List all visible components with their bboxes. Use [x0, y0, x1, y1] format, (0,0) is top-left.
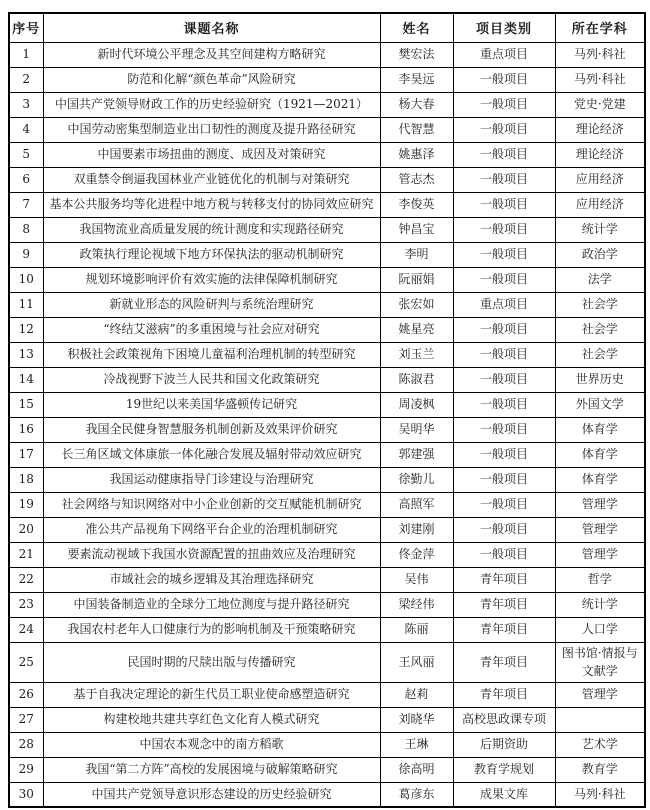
cell-category: 成果文库	[453, 782, 555, 807]
cell-category: 一般项目	[453, 392, 555, 417]
table-row	[9, 317, 645, 342]
cell-name: 钟昌宝	[380, 217, 453, 242]
cell-index: 28	[9, 732, 43, 757]
cell-category: 青年项目	[453, 682, 555, 707]
cell-name: 梁经伟	[380, 592, 453, 617]
cell-index: 13	[9, 342, 43, 367]
table-row	[9, 642, 645, 682]
cell-title: 规划环境影响评价有效实施的法律保障机制研究	[43, 267, 380, 292]
cell-name: 吴明华	[380, 417, 453, 442]
cell-name: 佟金萍	[380, 542, 453, 567]
cell-title: 要素流动视域下我国水资源配置的扭曲效应及治理研究	[43, 542, 380, 567]
table-row	[9, 42, 645, 67]
cell-discipline: 社会学	[555, 317, 645, 342]
cell-title: 构建校地共建共享红色文化育人模式研究	[43, 707, 380, 732]
cell-name: 徐高明	[380, 757, 453, 782]
cell-discipline	[555, 707, 645, 732]
cell-category: 一般项目	[453, 217, 555, 242]
cell-title: 双重禁令倒逼我国林业产业链优化的机制与对策研究	[43, 167, 380, 192]
cell-index: 14	[9, 367, 43, 392]
cell-category: 后期资助	[453, 732, 555, 757]
cell-index: 12	[9, 317, 43, 342]
header-name: 姓名	[380, 13, 453, 42]
cell-name: 代智慧	[380, 117, 453, 142]
cell-index: 11	[9, 292, 43, 317]
cell-name: 管志杰	[380, 167, 453, 192]
cell-title: 我国“第二方阵”高校的发展困境与破解策略研究	[43, 757, 380, 782]
cell-discipline: 管理学	[555, 517, 645, 542]
table-row	[9, 782, 645, 807]
header-discipline: 所在学科	[555, 13, 645, 42]
cell-category: 青年项目	[453, 567, 555, 592]
cell-category: 一般项目	[453, 517, 555, 542]
table-row	[9, 467, 645, 492]
cell-index: 6	[9, 167, 43, 192]
cell-discipline: 政治学	[555, 242, 645, 267]
cell-category: 一般项目	[453, 92, 555, 117]
cell-name: 葛彦东	[380, 782, 453, 807]
cell-category: 一般项目	[453, 192, 555, 217]
cell-title: 中国农本观念中的南方稻歌	[43, 732, 380, 757]
cell-title: 我国运动健康指导门诊建设与治理研究	[43, 467, 380, 492]
cell-name: 陈淑君	[380, 367, 453, 392]
cell-discipline: 管理学	[555, 492, 645, 517]
cell-index: 18	[9, 467, 43, 492]
cell-category: 一般项目	[453, 367, 555, 392]
table-row	[9, 292, 645, 317]
research-project-table	[8, 12, 646, 808]
cell-index: 4	[9, 117, 43, 142]
cell-index: 29	[9, 757, 43, 782]
cell-category: 一般项目	[453, 442, 555, 467]
cell-name: 阮丽娟	[380, 267, 453, 292]
cell-discipline: 人口学	[555, 617, 645, 642]
cell-discipline: 体育学	[555, 417, 645, 442]
cell-name: 李明	[380, 242, 453, 267]
cell-index: 8	[9, 217, 43, 242]
table-row	[9, 67, 645, 92]
cell-discipline: 理论经济	[555, 117, 645, 142]
cell-category: 一般项目	[453, 267, 555, 292]
cell-discipline: 党史·党建	[555, 92, 645, 117]
cell-index: 5	[9, 142, 43, 167]
cell-name: 李昊远	[380, 67, 453, 92]
cell-discipline: 体育学	[555, 442, 645, 467]
cell-name: 杨大春	[380, 92, 453, 117]
table-row	[9, 617, 645, 642]
table-body	[9, 42, 645, 807]
cell-category: 一般项目	[453, 542, 555, 567]
cell-category: 一般项目	[453, 342, 555, 367]
cell-category: 一般项目	[453, 417, 555, 442]
cell-index: 1	[9, 42, 43, 67]
cell-title: 长三角区域文体康旅一体化融合发展及辐射带动效应研究	[43, 442, 380, 467]
cell-index: 21	[9, 542, 43, 567]
cell-name: 姚惠泽	[380, 142, 453, 167]
header-index: 序号	[9, 13, 43, 42]
cell-title: 市域社会的城乡逻辑及其治理选择研究	[43, 567, 380, 592]
cell-name: 刘建刚	[380, 517, 453, 542]
cell-name: 张宏如	[380, 292, 453, 317]
cell-index: 10	[9, 267, 43, 292]
table-row	[9, 217, 645, 242]
cell-index: 20	[9, 517, 43, 542]
cell-name: 刘玉兰	[380, 342, 453, 367]
cell-title: 19世纪以来美国华盛顿传记研究	[43, 392, 380, 417]
cell-category: 高校思政课专项	[453, 707, 555, 732]
cell-category: 一般项目	[453, 317, 555, 342]
cell-discipline: 马列·科社	[555, 782, 645, 807]
cell-title: 基于自我决定理论的新生代员工职业使命感塑造研究	[43, 682, 380, 707]
cell-index: 16	[9, 417, 43, 442]
header-row	[9, 13, 645, 42]
cell-index: 25	[9, 642, 43, 682]
table-row	[9, 117, 645, 142]
table-row	[9, 707, 645, 732]
cell-discipline: 管理学	[555, 682, 645, 707]
cell-name: 吴伟	[380, 567, 453, 592]
cell-name: 赵莉	[380, 682, 453, 707]
cell-discipline: 体育学	[555, 467, 645, 492]
cell-index: 26	[9, 682, 43, 707]
cell-title: 中国要素市场扭曲的测度、成因及对策研究	[43, 142, 380, 167]
cell-title: 中国共产党领导意识形态建设的历史经验研究	[43, 782, 380, 807]
table-row	[9, 442, 645, 467]
cell-category: 一般项目	[453, 492, 555, 517]
cell-index: 22	[9, 567, 43, 592]
cell-title: 我国全民健身智慧服务机制创新及效果评价研究	[43, 417, 380, 442]
cell-index: 19	[9, 492, 43, 517]
table-row	[9, 682, 645, 707]
cell-title: 民国时期的尺牍出版与传播研究	[43, 642, 380, 682]
cell-category: 青年项目	[453, 592, 555, 617]
cell-discipline: 马列·科社	[555, 67, 645, 92]
cell-category: 重点项目	[453, 42, 555, 67]
cell-title: 我国物流业高质量发展的统计测度和实现路径研究	[43, 217, 380, 242]
cell-title: 我国农村老年人口健康行为的影响机制及干预策略研究	[43, 617, 380, 642]
cell-category: 一般项目	[453, 142, 555, 167]
table-row	[9, 517, 645, 542]
table-row	[9, 732, 645, 757]
cell-discipline: 社会学	[555, 342, 645, 367]
project-table-container	[8, 12, 644, 808]
header-category: 项目类别	[453, 13, 555, 42]
cell-name: 郭建强	[380, 442, 453, 467]
cell-category: 一般项目	[453, 67, 555, 92]
cell-category: 一般项目	[453, 117, 555, 142]
cell-discipline: 应用经济	[555, 192, 645, 217]
cell-name: 周凌枫	[380, 392, 453, 417]
cell-title: 防范和化解“颜色革命”风险研究	[43, 67, 380, 92]
cell-category: 一般项目	[453, 167, 555, 192]
cell-index: 17	[9, 442, 43, 467]
cell-name: 徐勤儿	[380, 467, 453, 492]
table-row	[9, 242, 645, 267]
table-row	[9, 567, 645, 592]
cell-title: 社会网络与知识网络对中小企业创新的交互赋能机制研究	[43, 492, 380, 517]
table-row	[9, 92, 645, 117]
cell-index: 7	[9, 192, 43, 217]
cell-discipline: 哲学	[555, 567, 645, 592]
cell-discipline: 统计学	[555, 592, 645, 617]
cell-discipline: 教育学	[555, 757, 645, 782]
cell-discipline: 法学	[555, 267, 645, 292]
cell-category: 青年项目	[453, 617, 555, 642]
cell-title: 中国共产党领导财政工作的历史经验研究（1921—2021）	[43, 92, 380, 117]
cell-index: 24	[9, 617, 43, 642]
table-row	[9, 367, 645, 392]
cell-title: 准公共产品视角下网络平台企业的治理机制研究	[43, 517, 380, 542]
header-title: 课题名称	[43, 13, 380, 42]
cell-discipline: 艺术学	[555, 732, 645, 757]
cell-title: 政策执行理论视域下地方环保执法的驱动机制研究	[43, 242, 380, 267]
cell-index: 9	[9, 242, 43, 267]
cell-discipline: 图书馆·情报与文献学	[555, 642, 645, 682]
cell-name: 陈丽	[380, 617, 453, 642]
cell-name: 高照军	[380, 492, 453, 517]
cell-title: 基本公共服务均等化进程中地方税与转移支付的协同效应研究	[43, 192, 380, 217]
table-row	[9, 542, 645, 567]
cell-title: 中国装备制造业的全球分工地位测度与提升路径研究	[43, 592, 380, 617]
cell-title: 新就业形态的风险研判与系统治理研究	[43, 292, 380, 317]
cell-title: 新时代环境公平理念及其空间建构方略研究	[43, 42, 380, 67]
cell-discipline: 管理学	[555, 542, 645, 567]
cell-index: 3	[9, 92, 43, 117]
cell-discipline: 社会学	[555, 292, 645, 317]
table-row	[9, 167, 645, 192]
table-row	[9, 392, 645, 417]
cell-discipline: 统计学	[555, 217, 645, 242]
table-row	[9, 142, 645, 167]
cell-name: 姚星亮	[380, 317, 453, 342]
cell-category: 青年项目	[453, 642, 555, 682]
cell-index: 2	[9, 67, 43, 92]
table-header	[9, 13, 645, 42]
cell-name: 李俊英	[380, 192, 453, 217]
cell-name: 王风丽	[380, 642, 453, 682]
table-row	[9, 492, 645, 517]
cell-title: 积极社会政策视角下困境儿童福利治理机制的转型研究	[43, 342, 380, 367]
cell-discipline: 世界历史	[555, 367, 645, 392]
cell-index: 27	[9, 707, 43, 732]
cell-index: 23	[9, 592, 43, 617]
cell-discipline: 应用经济	[555, 167, 645, 192]
table-row	[9, 417, 645, 442]
cell-title: 冷战视野下波兰人民共和国文化政策研究	[43, 367, 380, 392]
cell-category: 一般项目	[453, 242, 555, 267]
cell-index: 30	[9, 782, 43, 807]
cell-discipline: 外国文学	[555, 392, 645, 417]
cell-title: 中国劳动密集型制造业出口韧性的测度及提升路径研究	[43, 117, 380, 142]
cell-name: 王琳	[380, 732, 453, 757]
table-row	[9, 192, 645, 217]
cell-category: 重点项目	[453, 292, 555, 317]
cell-category: 一般项目	[453, 467, 555, 492]
table-row	[9, 592, 645, 617]
cell-index: 15	[9, 392, 43, 417]
cell-name: 刘晓华	[380, 707, 453, 732]
cell-discipline: 理论经济	[555, 142, 645, 167]
table-row	[9, 267, 645, 292]
cell-discipline: 马列·科社	[555, 42, 645, 67]
cell-category: 教育学规划	[453, 757, 555, 782]
cell-title: “终结艾滋病”的多重困境与社会应对研究	[43, 317, 380, 342]
table-row	[9, 757, 645, 782]
table-row	[9, 342, 645, 367]
cell-name: 樊宏法	[380, 42, 453, 67]
